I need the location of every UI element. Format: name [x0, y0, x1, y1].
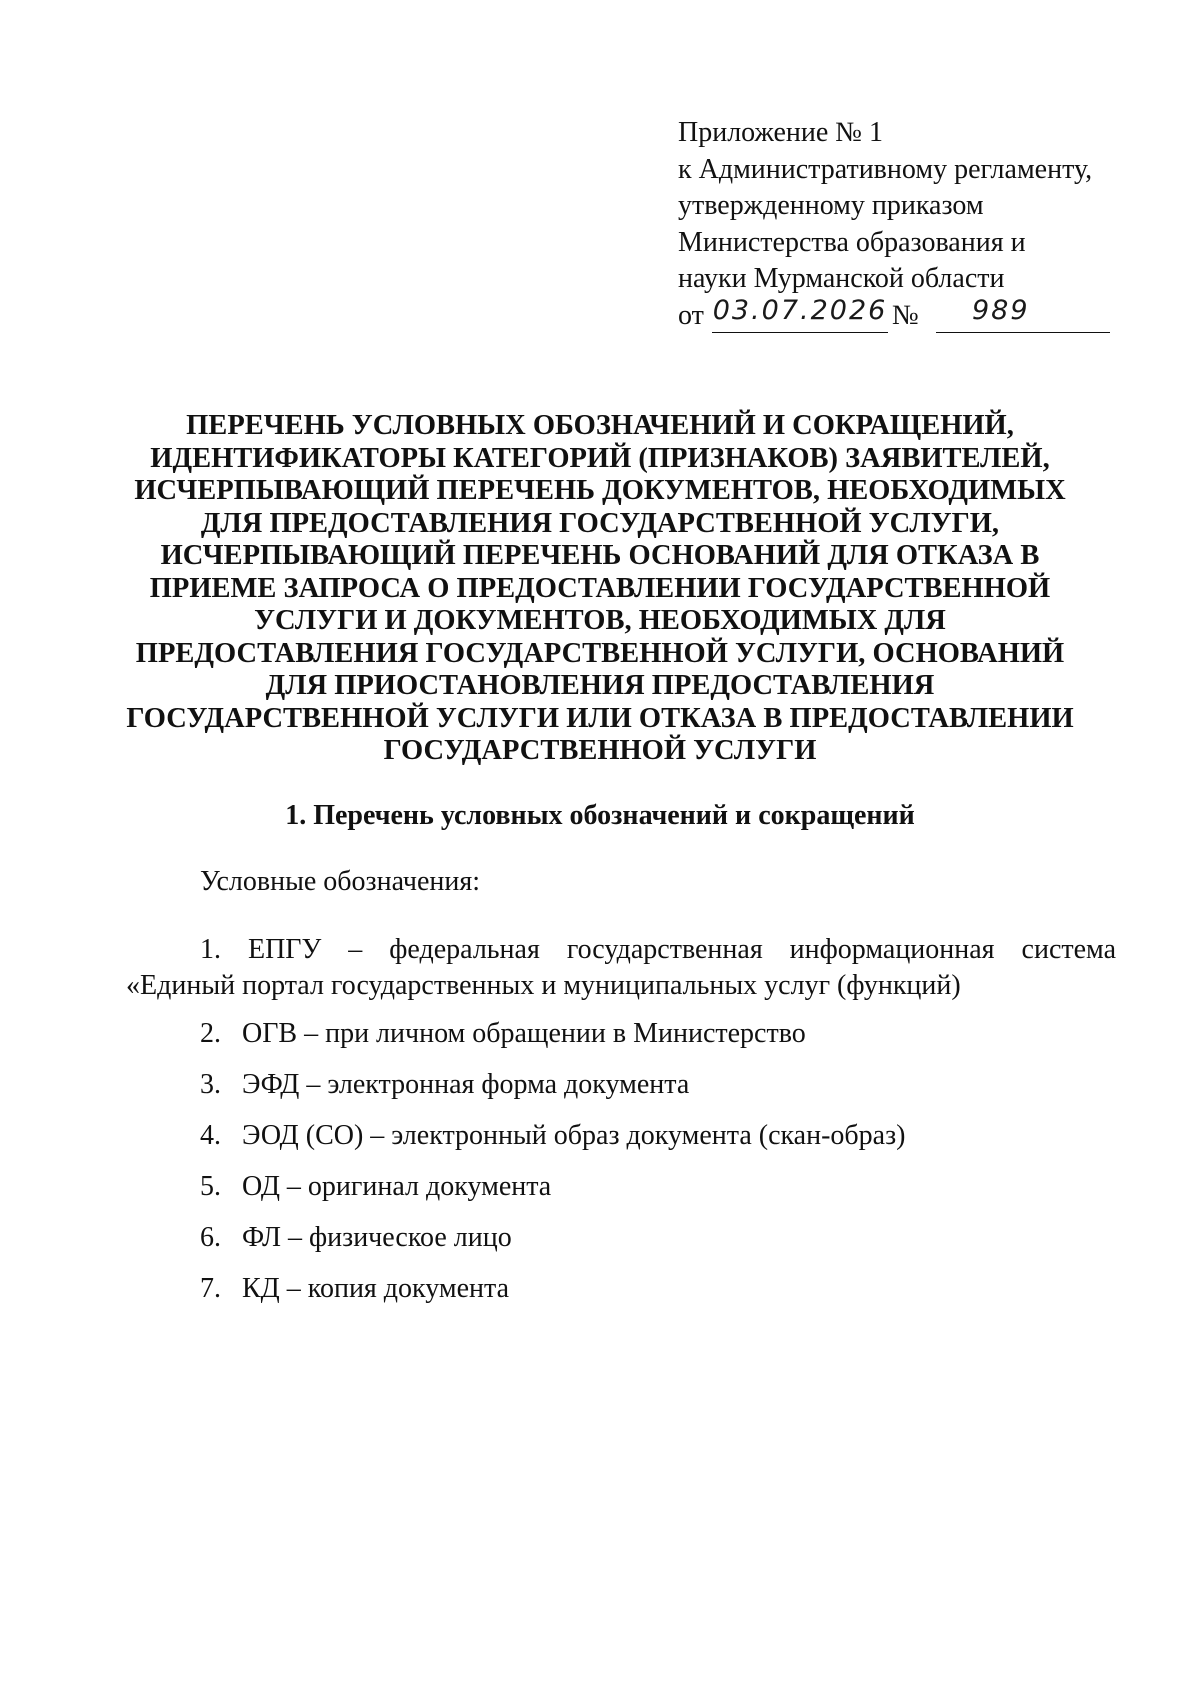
appendix-line: Приложение № 1 [678, 117, 883, 148]
appendix-line: к Административному регламенту, [678, 153, 1093, 185]
list-item [200, 1067, 905, 1118]
list-item-number: 6. [200, 1222, 221, 1253]
number-label: № [892, 299, 919, 331]
list-item [126, 932, 1116, 1004]
handwritten-number: 989 [972, 295, 1030, 326]
from-label: от [678, 299, 704, 331]
list-item [200, 1169, 905, 1220]
title-line: ИСЧЕРПЫВАЮЩИЙ ПЕРЕЧЕНЬ ДОКУМЕНТОВ, НЕОБХОДИМЫХ [134, 475, 1066, 506]
appendix-block [678, 115, 1118, 334]
appendix-line: науки Мурманской области [678, 263, 1005, 294]
document-title [100, 410, 1100, 768]
appendix-line: утвержденному приказом [678, 190, 984, 221]
date-field [712, 295, 888, 333]
legend-subheading: Условные обозначения: [200, 866, 481, 897]
title-line: ГОСУДАРСТВЕННОЙ УСЛУГИ [383, 735, 817, 766]
abbreviation-list [200, 1016, 905, 1322]
list-item-text: ОД – оригинал документа [242, 1171, 552, 1202]
title-line: ПЕРЕЧЕНЬ УСЛОВНЫХ ОБОЗНАЧЕНИЙ И СОКРАЩЕНИЙ, [186, 410, 1014, 441]
title-line: ПРИЕМЕ ЗАПРОСА О ПРЕДОСТАВЛЕНИИ ГОСУДАРСТВЕННОЙ [149, 572, 1051, 604]
list-item-number: 7. [200, 1273, 221, 1304]
list-item-text: ОГВ – при личном обращении в Министерство [242, 1018, 806, 1049]
list-item-number: 4. [200, 1120, 221, 1151]
list-item-text: ФЛ – физическое лицо [242, 1222, 512, 1253]
list-item-line: 1. ЕПГУ – федеральная государственная информационная система [200, 934, 1116, 965]
list-item [200, 1118, 905, 1169]
title-line: ИДЕНТИФИКАТОРЫ КАТЕГОРИЙ (ПРИЗНАКОВ) ЗАЯВИТЕЛЕЙ, [150, 442, 1050, 474]
title-line: ПРЕДОСТАВЛЕНИЯ ГОСУДАРСТВЕННОЙ УСЛУГИ, ОСНОВАНИЙ [135, 637, 1065, 669]
list-item [200, 1016, 905, 1067]
list-item-text: ЭОД (СО) – электронный образ документа (скан-образ) [242, 1120, 906, 1151]
list-item [200, 1271, 905, 1322]
handwritten-date: 03.07.2026 [712, 295, 888, 326]
list-item-number: 3. [200, 1069, 221, 1100]
number-field [936, 295, 1110, 333]
order-date-number-line [678, 295, 1118, 334]
title-line: ИСЧЕРПЫВАЮЩИЙ ПЕРЕЧЕНЬ ОСНОВАНИЙ ДЛЯ ОТКАЗА В [160, 540, 1040, 571]
title-line: ГОСУДАРСТВЕННОЙ УСЛУГИ ИЛИ ОТКАЗА В ПРЕДОСТАВЛЕНИИ [126, 702, 1074, 734]
list-item-number: 5. [200, 1171, 221, 1202]
list-item-line: «Единый портал государственных и муниципальных услуг (функций) [126, 970, 961, 1001]
title-line: ДЛЯ ПРИОСТАНОВЛЕНИЯ ПРЕДОСТАВЛЕНИЯ [265, 670, 935, 701]
appendix-line: Министерства образования и [678, 226, 1026, 258]
title-line: ДЛЯ ПРЕДОСТАВЛЕНИЯ ГОСУДАРСТВЕННОЙ УСЛУГИ, [200, 507, 1000, 539]
list-item-number: 2. [200, 1018, 221, 1049]
list-item-text: ЭФД – электронная форма документа [242, 1069, 690, 1100]
title-line: УСЛУГИ И ДОКУМЕНТОВ, НЕОБХОДИМЫХ ДЛЯ [254, 605, 946, 636]
list-item-text: КД – копия документа [242, 1273, 510, 1304]
section-heading: 1. Перечень условных обозначений и сокращений [285, 800, 915, 831]
list-item [200, 1220, 905, 1271]
